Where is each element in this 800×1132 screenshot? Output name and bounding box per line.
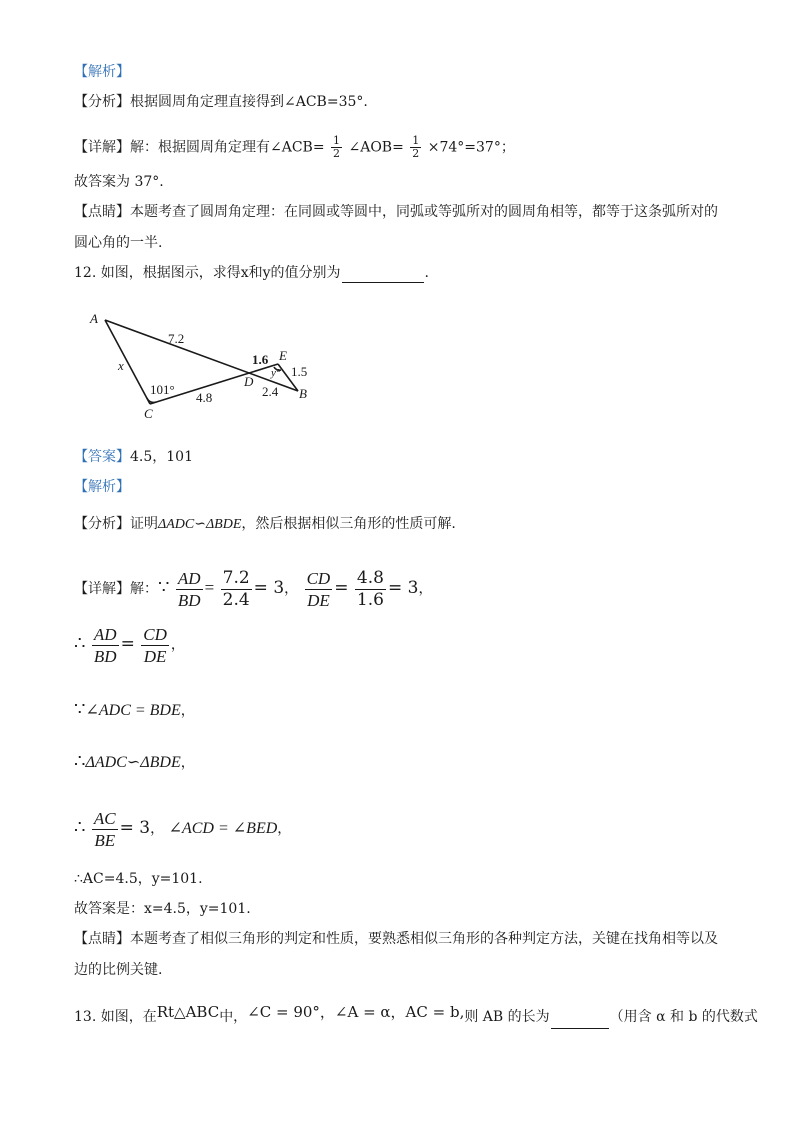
q12-final-answer: 故答案是：x=4.5，y=101.	[74, 901, 251, 917]
q12-step2: ∴ $\frac{AD}{BD}$ = $\frac{CD}{DE}$ ，	[74, 624, 185, 666]
length-DB: 2.4	[262, 384, 279, 399]
q11-dianjing-line1: 【点睛】本题考查了圆周角定理：在同圆或等圆中，同弧或等弧所对的圆周角相等，都等于这条弧所对的	[74, 204, 718, 220]
q12-step6: ∴AC=4.5，y=101.	[74, 871, 203, 887]
half-fraction-2: $\frac{1}{2}$	[412, 134, 420, 160]
length-AD: 7.2	[168, 331, 185, 346]
label-D: D	[244, 374, 254, 389]
q11-answer: 故答案为 37°.	[74, 174, 164, 190]
q12-jiexi: 【解析】	[74, 479, 130, 495]
fraction-CD-DE-2: $\frac{CD}{DE}$	[143, 624, 167, 666]
half-fraction-1: $\frac{1}{2}$	[333, 134, 341, 160]
q13-stem: 13. 如图，在Rt△ABC中，∠C = 90°，∠A = α，AC = b,则 AB 的长为 （用含 α 和 b 的代数式	[74, 1000, 758, 1029]
angle-E-label: y°	[271, 367, 281, 379]
q12-xiangjie: 【详解】解：∵ $\frac{AD}{BD}$ = $\frac{7.2}{2.4}$ = 3， $\frac{CD}{DE}$ = $\frac{4.8}{1.6}$ = 3，	[74, 567, 433, 610]
label-E: E	[279, 348, 287, 363]
answer-blank-q13	[551, 1012, 609, 1029]
length-AC: x	[118, 358, 124, 373]
triangle-figure	[80, 300, 340, 425]
segment-AB	[105, 320, 298, 391]
label-C: C	[144, 406, 153, 421]
q12-dianjing-line2: 边的比例关键.	[74, 962, 163, 978]
answer-blank	[342, 266, 424, 283]
q11-fenxi: 【分析】根据圆周角定理直接得到∠ACB=35°.	[74, 94, 368, 110]
fraction-CD-DE: $\frac{CD}{DE}$	[306, 568, 331, 610]
label-B: B	[299, 386, 307, 401]
q11-jiexi: 【解析】	[74, 64, 130, 80]
q12-step3: ∵∠ADC = BDE，	[74, 699, 195, 720]
q11-dianjing-line2: 圆心角的一半.	[74, 235, 163, 251]
fraction-AD-BD: $\frac{AD}{BD}$	[177, 568, 201, 610]
q12-answer: 【答案】4.5，101	[74, 449, 193, 465]
q12-dianjing-line1: 【点睛】本题考查了相似三角形的判定和性质，要熟悉相似三角形的各种判定方法，关键在找角相等以及	[74, 931, 718, 947]
fraction-7.2-2.4: $\frac{7.2}{2.4}$	[222, 567, 250, 610]
fraction-AD-BD-2: $\frac{AD}{BD}$	[93, 624, 117, 666]
label-A: A	[90, 311, 98, 326]
q12-step4: ∴ΔADC∽ΔBDE，	[74, 751, 195, 772]
q12-step5: ∴ $\frac{AC}{BE}$ = 3， ∠ACD = ∠BED，	[74, 808, 292, 850]
q12-stem: 12. 如图，根据图示，求得x和y的值分别为 .	[74, 265, 429, 281]
length-CD: 4.8	[196, 390, 213, 405]
length-EB: 1.5	[291, 364, 308, 379]
q12-fenxi: 【分析】证明ΔADC∽ΔBDE，然后根据相似三角形的性质可解.	[74, 516, 456, 532]
angle-C-label: 101°	[150, 382, 175, 397]
fraction-AC-BE: $\frac{AC}{BE}$	[93, 808, 116, 850]
segment-AC	[105, 320, 150, 404]
q11-xiangjie: 【详解】解：根据圆周角定理有∠ACB= $\frac{1}{2}$ ∠AOB= $\frac{1}{2}$ ×74°=37°；	[74, 134, 515, 160]
fraction-4.8-1.6: $\frac{4.8}{1.6}$	[356, 567, 384, 610]
length-DE: 1.6	[252, 352, 269, 367]
